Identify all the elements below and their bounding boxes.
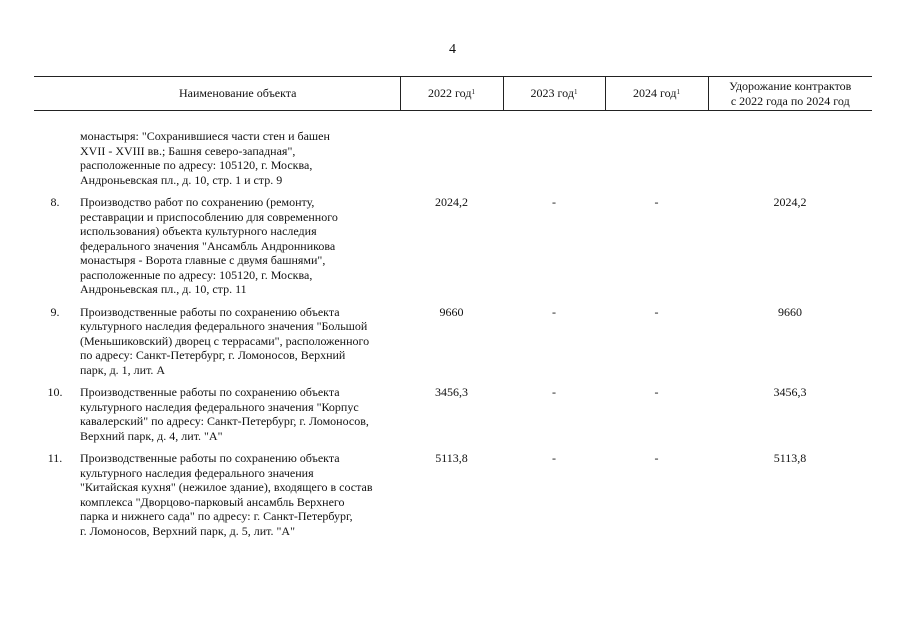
table-row — [34, 377, 872, 443]
name-line: расположенные по адресу: 105120, г. Москва, — [80, 267, 313, 282]
header-2022 — [400, 77, 503, 111]
row-object-name — [76, 443, 400, 538]
row-2024-value — [605, 111, 708, 188]
header-number-cell — [34, 77, 76, 111]
row-increase-value: 5113,8 — [773, 451, 807, 465]
name-line: Андроньевская пл., д. 10, стр. 1 и стр. 9 — [80, 172, 283, 187]
name-line: Верхний парк, д. 4, лит. "А" — [80, 428, 223, 443]
row-number: 10. — [47, 385, 63, 399]
footnote-mark: 1 — [676, 88, 680, 97]
row-2023-value — [503, 111, 605, 188]
header-2024-label: 2024 год — [633, 86, 677, 101]
row-object-name — [76, 111, 400, 188]
row-number: 9. — [50, 304, 60, 319]
header-2022-label: 2022 год — [428, 86, 472, 101]
name-line: парк, д. 1, лит. А — [80, 362, 166, 377]
table-row — [34, 111, 872, 188]
name-line: монастыря: "Сохранившиеся части стен и башен — [80, 129, 330, 143]
row-increase-value: 3456,3 — [773, 385, 807, 399]
name-line: Производственные работы по сохранению объекта — [80, 451, 340, 465]
row-2023-value: - — [552, 385, 556, 399]
name-line: культурного наследия федерального значения "Корпус — [80, 399, 359, 414]
footnote-mark: 1 — [573, 88, 578, 97]
row-increase-value — [708, 111, 872, 188]
name-line: XVII - XVIII вв.; Башня северо-западная", — [80, 143, 296, 158]
row-2022-value: 5113,8 — [435, 451, 468, 465]
name-line: реставрации и приспособлению для современного — [80, 209, 338, 224]
row-2023-value: - — [552, 304, 556, 319]
row-2023-value: - — [552, 451, 556, 465]
row-object-name — [76, 297, 400, 378]
name-line: г. Ломоносов, Верхний парк, д. 5, лит. "А" — [80, 523, 295, 538]
objects-table — [34, 76, 872, 538]
header-2023 — [503, 77, 605, 111]
name-line: "Китайская кухня" (нежилое здание), входящего в состав — [80, 480, 373, 494]
name-line: Андроньевская пл., д. 10, стр. 11 — [80, 282, 247, 296]
name-line: использования) объекта культурного наследия — [80, 224, 317, 238]
page-number: 4 — [449, 42, 456, 57]
row-2024-value: - — [654, 385, 659, 399]
table-header-row — [34, 77, 872, 111]
name-line: монастыря - Ворота главные с двумя башнями", — [80, 253, 326, 267]
name-line: парка и нижнего сада" по адресу: г. Санкт-Петербург, — [80, 509, 353, 523]
row-object-name — [76, 187, 400, 297]
name-line: расположенные по адресу: 105120, г. Москва, — [80, 158, 313, 172]
header-increase-line1: Удорожание контрактов — [729, 79, 852, 93]
row-increase-value: 2024,2 — [773, 195, 807, 209]
name-line: кавалерский" по адресу: Санкт-Петербург, г. Ломоносов, — [80, 414, 369, 428]
header-2023-label: 2023 год — [530, 86, 574, 101]
footnote-mark: 1 — [471, 88, 475, 97]
name-line: федерального значения "Ансамбль Андронникова — [80, 238, 336, 253]
name-line: по адресу: Санкт-Петербург, г. Ломоносов, Верхний — [80, 348, 346, 362]
row-number: 11. — [47, 451, 63, 465]
header-2024 — [605, 77, 708, 111]
row-number: 8. — [50, 195, 60, 209]
row-2022-value: 9660 — [439, 304, 464, 319]
name-line: культурного наследия федерального значения — [80, 465, 314, 480]
name-line: Производственные работы по сохранению объекта — [80, 304, 340, 319]
row-2022-value: 2024,2 — [435, 195, 468, 209]
name-line: комплекса "Дворцово-парковый ансамбль Верхнего — [80, 494, 345, 509]
row-number — [34, 111, 76, 188]
table-row — [34, 187, 872, 297]
table-row — [34, 297, 872, 378]
row-2022-value: 3456,3 — [435, 385, 468, 399]
name-line: культурного наследия федерального значения "Большой — [80, 319, 368, 333]
name-line: (Меньшиковский) дворец с террасами", расположенного — [80, 333, 370, 348]
row-2024-value: - — [654, 304, 659, 319]
header-name: Наименование объекта — [76, 77, 400, 111]
row-increase-value: 9660 — [778, 304, 802, 319]
name-line: Производственные работы по сохранению объекта — [80, 385, 340, 399]
row-2023-value: - — [552, 195, 556, 209]
header-increase-line2: с 2022 года по 2024 год — [730, 93, 850, 108]
row-2022-value — [400, 111, 503, 188]
table-row — [34, 443, 872, 538]
name-line: Производство работ по сохранению (ремонту, — [80, 195, 315, 209]
row-object-name — [76, 377, 400, 443]
row-2024-value: - — [654, 451, 659, 465]
header-increase — [708, 77, 872, 111]
row-2024-value: - — [654, 195, 659, 209]
